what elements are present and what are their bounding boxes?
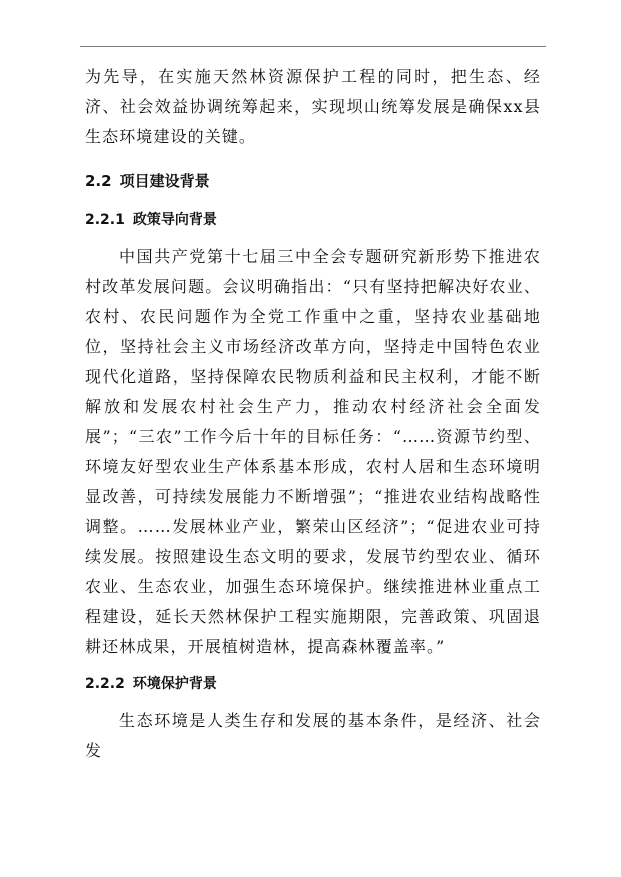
environment-paragraph: 生态环境是人类生存和发展的基本条件，是经济、社会发 [85, 711, 541, 760]
section-number: 2.2 [85, 172, 112, 190]
intro-paragraph: 为先导，在实施天然林资源保护工程的同时，把生态、经济、社会效益协调统筹起来，实现坝山统筹发展是确保xx县生态环境建设的关键。 [85, 67, 541, 146]
section-title: 项目建设背景 [119, 172, 210, 190]
page-header-rule [80, 46, 546, 47]
subsection-title: 环境保护背景 [132, 676, 217, 692]
section-heading [85, 169, 541, 193]
document-body [85, 62, 541, 766]
subsection-number: 2.2.1 [85, 212, 125, 228]
subsection-heading-environment [85, 672, 541, 696]
subsection-heading-policy [85, 208, 541, 232]
subsection-number: 2.2.2 [85, 676, 125, 692]
subsection-title: 政策导向背景 [132, 212, 217, 228]
policy-paragraph: 中国共产党第十七届三中全会专题研究新形势下推进农村改革发展问题。会议明确指出：“只有坚持把解决好农业、农村、农民问题作为全党工作重中之重，坚持农业基础地位，坚持社会主义市场经济改革方向，坚持走中国特色农业现代化道路，坚持保障农民物质利益和民主权利，才能不断解放和发展农村社会生产力，推动农村经济社会全面发展”；“三农”工作今后十年的目标任务：“……资源节约型、环境友好型农业生产体系基本形成，农村人居和生态环境明显改善，可持续发展能力不断增强”；“推进农业结构战略性调整。……发展林业产业，繁荣山区经济”；“促进农业可持续发展。按照建设生态文明的要求，发展节约型农业、循环农业、生态农业，加强生态环境保护。继续推进林业重点工程建设，延长天然林保护工程实施期限，完善政策、巩固退耕还林成果，开展植树造林，提高森林覆盖率。” [85, 247, 541, 656]
